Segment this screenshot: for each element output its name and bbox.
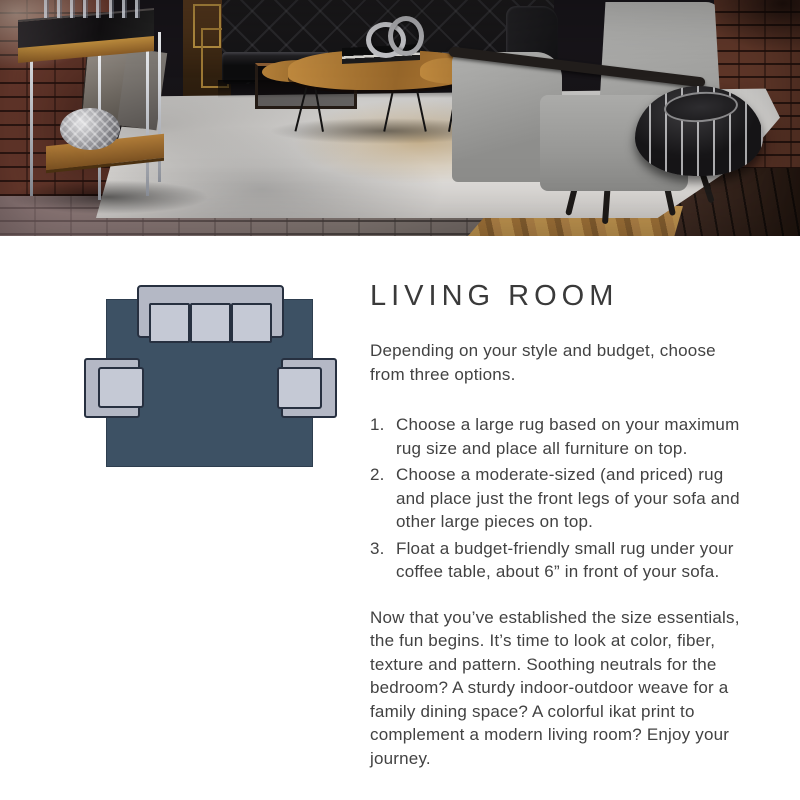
list-item-text: Choose a large rug based on your maximum rug size and place all furniture on top.: [396, 415, 740, 458]
list-item-text: Float a budget-friendly small rug under your coffee table, about 6” in front of your sofa.: [396, 538, 734, 581]
list-item-number: 3.: [370, 538, 385, 558]
wire-basket: [60, 108, 120, 150]
hero-photo: [0, 0, 800, 236]
diagram-armchair-left-seat: [98, 367, 144, 408]
list-item-number: 2.: [370, 465, 385, 484]
diagram-sofa-cushion: [149, 303, 190, 343]
list-item: [370, 537, 748, 584]
page-title: LIVING ROOM: [370, 280, 619, 312]
knot-sculpture: [388, 16, 424, 56]
outro-paragraph: Now that you’ve established the size essentials, the fun begins. It’s time to look at color, fiber, texture and pattern. Soothing neutrals for the bedroom? A sturdy indoor-outdoor weave for a family dining space? A colorful ikat print to complement a modern living room? Enjoy your journey.: [370, 607, 740, 768]
diagram-rug: [106, 299, 313, 467]
glassware: [44, 0, 144, 18]
intro-paragraph: Depending on your style and budget, choose from three options.: [370, 341, 716, 384]
list-item: [370, 413, 748, 460]
diagram-sofa-back: [137, 285, 284, 338]
diagram-armchair-left: [84, 358, 140, 418]
cart-leg: [30, 44, 33, 196]
diagram-armchair-right-seat: [277, 367, 322, 409]
list-item-number: 1.: [370, 415, 385, 434]
cart-leg: [146, 38, 149, 196]
rug-options-list: [370, 413, 748, 584]
article: [370, 280, 748, 770]
diagram-armchair-right: [281, 358, 337, 418]
diagram-sofa-cushion: [231, 303, 272, 343]
diagram-sofa-cushion: [190, 303, 231, 343]
bar-cart-shadow: [8, 180, 208, 214]
list-item: [370, 463, 748, 534]
list-item-text: Choose a moderate-sized (and priced) rug and place just the front legs of your sofa and other large pieces on top.: [396, 465, 740, 531]
